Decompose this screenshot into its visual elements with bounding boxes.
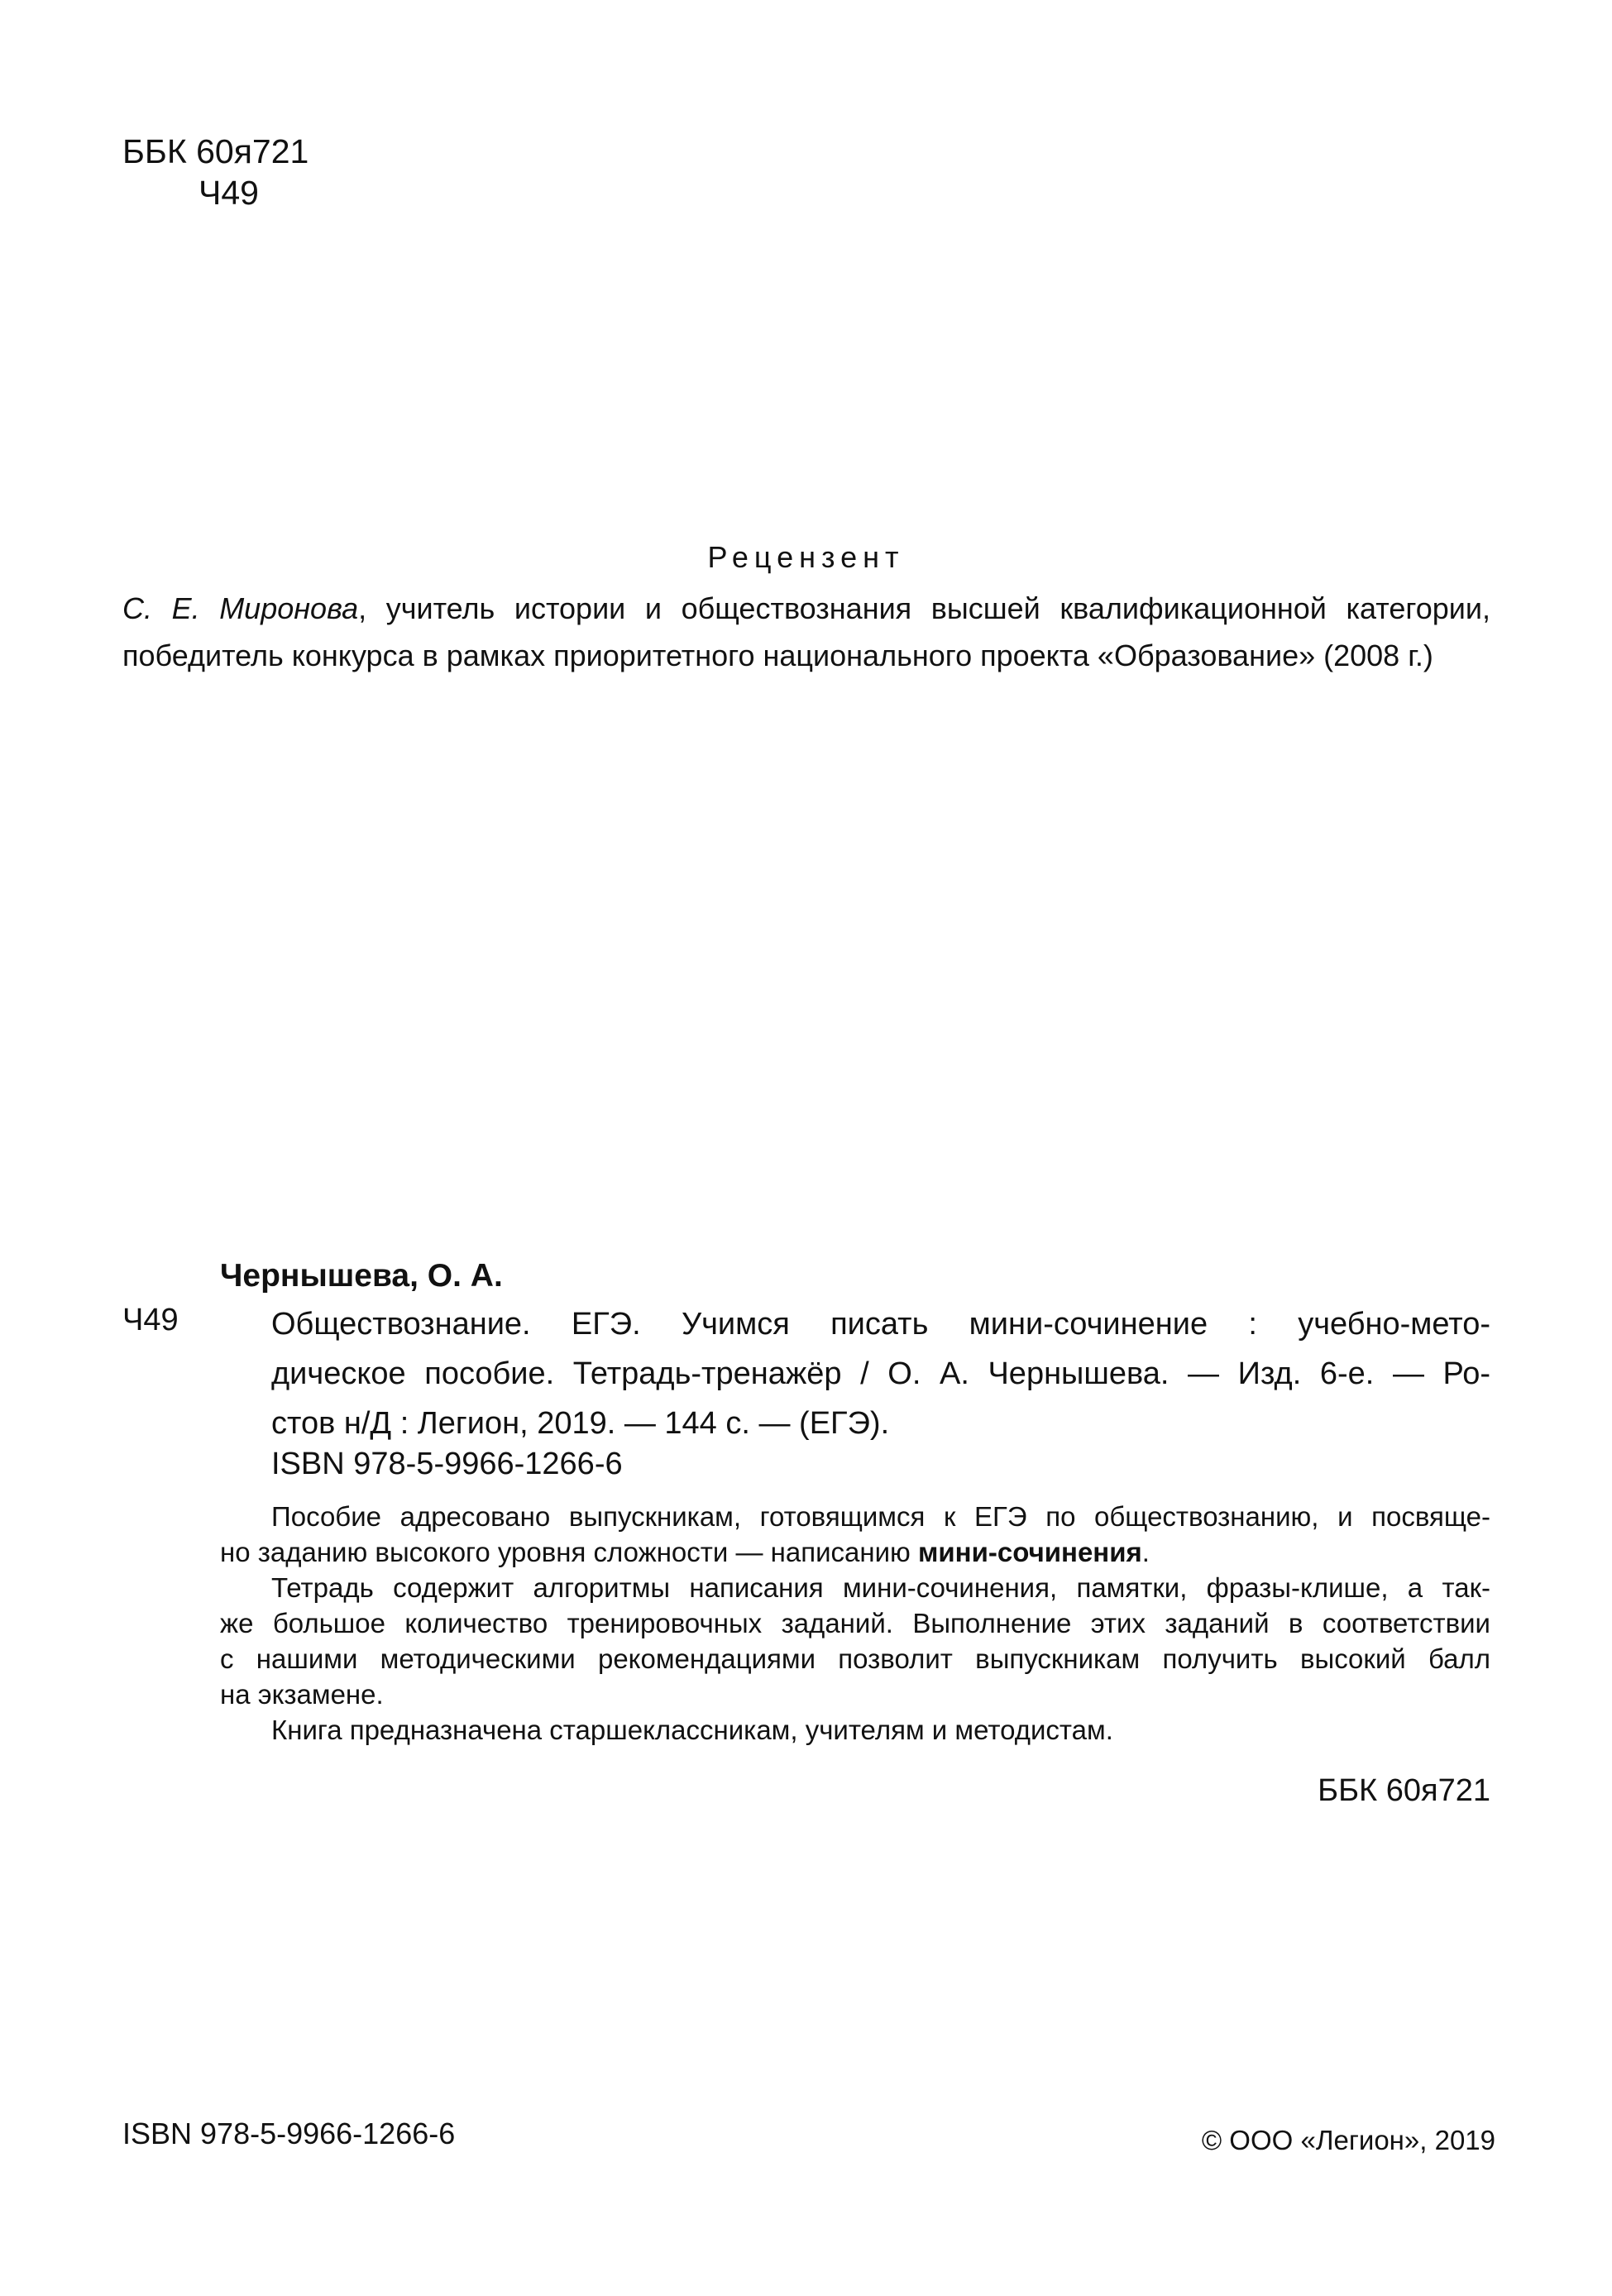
bibliographic-description [271, 1299, 1490, 1448]
annotation [220, 1499, 1490, 1748]
author-heading: Чернышева, О. А. [220, 1258, 503, 1294]
footer-isbn: ISBN 978-5-9966-1266-6 [122, 2117, 456, 2150]
annotation-bold-term: мини-сочинения [917, 1537, 1142, 1567]
reviewer-heading: Рецензент [707, 540, 905, 574]
annotation-p3: Книга предназначена старшеклассникам, учителям и методистам. [271, 1715, 1113, 1745]
reviewer-credentials: , учитель истории и обществознания высшей квалификационной категории, [358, 591, 1490, 625]
annotation-p2-line-4: на экзамене. [220, 1679, 384, 1710]
annotation-p1-end: . [1141, 1537, 1150, 1567]
annotation-p1-line-2 [220, 1534, 1490, 1570]
reviewer-block [122, 585, 1490, 679]
bib-line-2: дическое пособие. Тетрадь-тренажёр / О. А. Чернышева. — Изд. 6-е. — Ро- [271, 1356, 1490, 1391]
bib-line-1: Обществознание. ЕГЭ. Учимся писать мини-сочинение : учебно-мето- [271, 1307, 1490, 1342]
copyright-notice: © ООО «Легион», 2019 [1201, 2125, 1495, 2155]
author-code: Ч49 [122, 1303, 179, 1337]
author-code-top: Ч49 [199, 174, 259, 212]
reviewer-line-1 [122, 585, 1490, 632]
isbn-entry: ISBN 978-5-9966-1266-6 [271, 1447, 623, 1481]
annotation-p2-line-2: же большое количество тренировочных заданий. Выполнение этих заданий в соответствии [220, 1608, 1490, 1638]
annotation-p2-line-1: Тетрадь содержит алгоритмы написания мини-сочинения, памятки, фразы-клише, а так- [271, 1572, 1490, 1603]
reviewer-name: С. Е. Миронова [122, 591, 359, 625]
reviewer-line-2: победитель конкурса в рамках приоритетного национального проекта «Образование» (2008 г.) [122, 639, 1433, 672]
annotation-p2-line-3: с нашими методическими рекомендациями позволит выпускникам получить высокий балл [220, 1643, 1490, 1674]
bbk-index-bottom: ББК 60я721 [1318, 1773, 1490, 1808]
bib-line-3: стов н/Д : Легион, 2019. — 144 с. — (ЕГЭ). [271, 1406, 890, 1441]
bbk-index-top: ББК 60я721 [122, 132, 309, 170]
annotation-p1-text: но заданию высокого уровня сложности — написанию [220, 1537, 918, 1567]
annotation-p1-line-1: Пособие адресовано выпускникам, готовящимся к ЕГЭ по обществознанию, и посвяще- [271, 1501, 1490, 1532]
